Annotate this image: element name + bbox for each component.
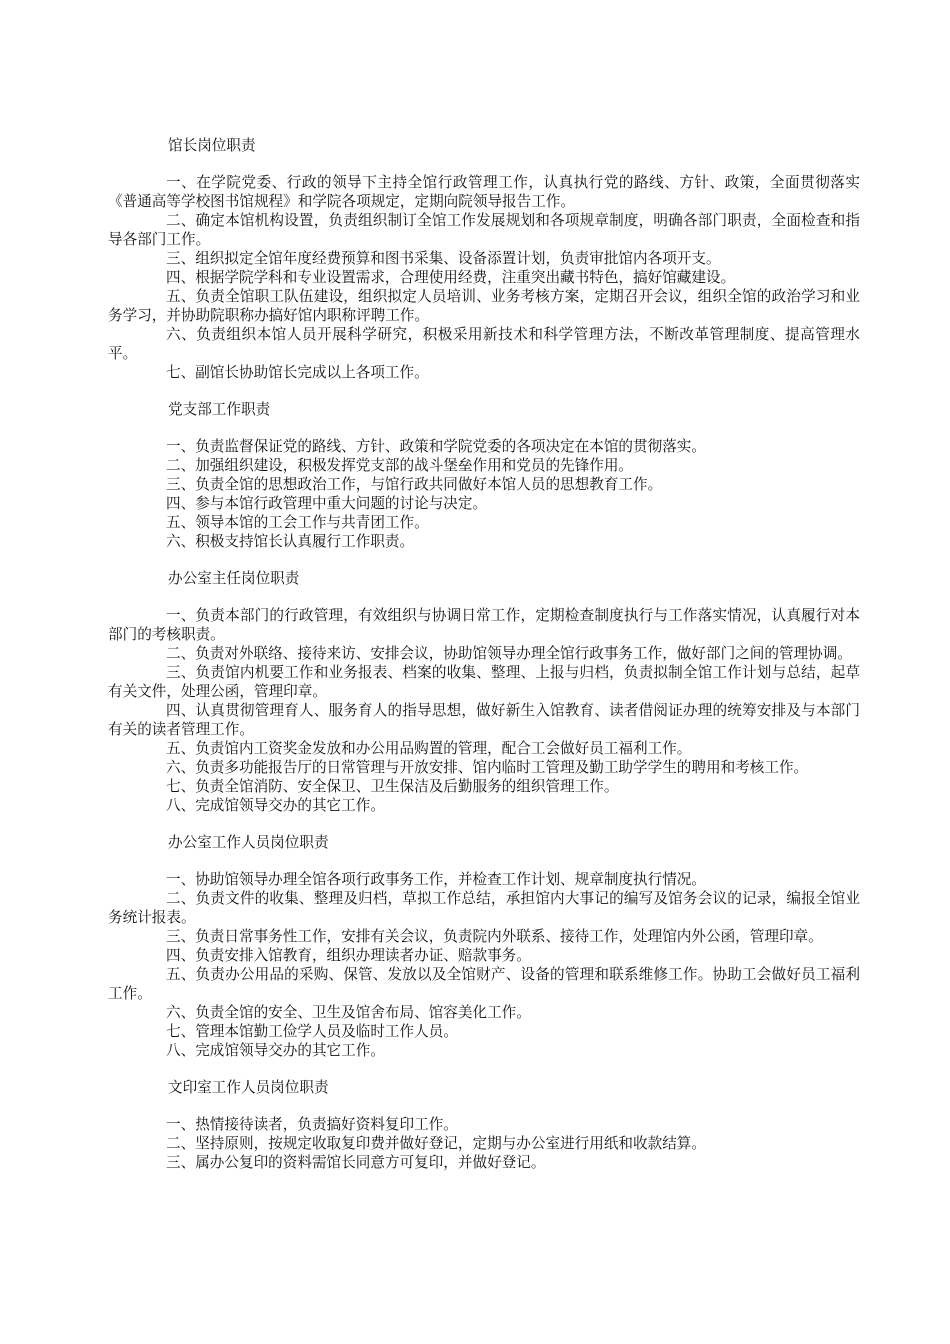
list-item: 一、负责本部门的行政管理，有效组织与协调日常工作，定期检查制度执行与工作落实情况，认真履行对本部门的考核职责。 <box>108 607 860 643</box>
list-item: 四、根据学院学科和专业设置需求，合理使用经费，注重突出藏书特色，搞好馆藏建设。 <box>166 269 736 286</box>
list-item: 四、认真贯彻管理育人、服务育人的指导思想，做好新生入馆教育、读者借阅证办理的统筹安排及与本部门有关的读者管理工作。 <box>108 702 860 738</box>
section-title: 办公室工作人员岗位职责 <box>168 834 329 851</box>
list-item: 七、负责全馆消防、安全保卫、卫生保洁及后勤服务的组织管理工作。 <box>166 778 619 795</box>
section-title: 党支部工作职责 <box>168 401 271 418</box>
list-item: 五、负责全馆职工队伍建设，组织拟定人员培训、业务考核方案，定期召开会议，组织全馆的政治学习和业务学习，并协助院职称办搞好馆内职称评聘工作。 <box>108 288 860 324</box>
list-item: 八、完成馆领导交办的其它工作。 <box>166 797 385 814</box>
list-item: 三、属办公复印的资料需馆长同意方可复印，并做好登记。 <box>166 1154 546 1171</box>
list-item: 六、负责全馆的安全、卫生及馆舍布局、馆容美化工作。 <box>166 1004 531 1021</box>
section-title: 文印室工作人员岗位职责 <box>168 1079 329 1096</box>
list-item: 一、在学院党委、行政的领导下主持全馆行政管理工作，认真执行党的路线、方针、政策，全面贯彻落实《普通高等学校图书馆规程》和学院各项规定，定期向院领导报告工作。 <box>108 174 860 210</box>
list-item: 六、负责多功能报告厅的日常管理与开放安排、馆内临时工管理及勤工助学学生的聘用和考核工作。 <box>166 759 809 776</box>
list-item: 三、负责日常事务性工作，安排有关会议，负责院内外联系、接待工作，处理馆内外公函，管理印章。 <box>166 928 823 945</box>
list-item: 二、加强组织建设，积极发挥党支部的战斗堡垒作用和党员的先锋作用。 <box>166 457 634 474</box>
list-item: 七、副馆长协助馆长完成以上各项工作。 <box>166 364 429 381</box>
section-director <box>108 136 860 382</box>
list-item: 一、负责监督保证党的路线、方针、政策和学院党委的各项决定在本馆的贯彻落实。 <box>166 438 706 455</box>
list-item: 二、负责对外联络、接待来访、安排会议，协助馆领导办理全馆行政事务工作，做好部门之间的管理协调。 <box>166 645 852 662</box>
list-item: 二、负责文件的收集、整理及归档，草拟工作总结，承担馆内大事记的编写及馆务会议的记录，编报全馆业务统计报表。 <box>108 890 860 926</box>
list-item: 四、负责安排入馆教育，组织办理读者办证、赔款事务。 <box>166 947 531 964</box>
list-item: 一、协助馆领导办理全馆各项行政事务工作，并检查工作计划、规章制度执行情况。 <box>166 871 706 888</box>
section-office-director <box>108 569 860 815</box>
list-item: 二、确定本馆机构设置，负责组织制订全馆工作发展规划和各项规章制度，明确各部门职责，全面检查和指导各部门工作。 <box>108 212 860 248</box>
list-item: 一、热情接待读者，负责搞好资料复印工作。 <box>166 1116 458 1133</box>
list-item: 五、负责馆内工资奖金发放和办公用品购置的管理，配合工会做好员工福利工作。 <box>166 740 692 757</box>
list-item: 三、负责全馆的思想政治工作，与馆行政共同做好本馆人员的思想教育工作。 <box>166 476 663 493</box>
list-item: 八、完成馆领导交办的其它工作。 <box>166 1042 385 1059</box>
section-title: 办公室主任岗位职责 <box>168 570 300 587</box>
section-title: 馆长岗位职责 <box>168 137 256 154</box>
section-party-branch <box>108 400 860 551</box>
section-office-staff <box>108 833 860 1060</box>
list-item: 五、负责办公用品的采购、保管、发放以及全馆财产、设备的管理和联系维修工作。协助工会做好员工福利工作。 <box>108 966 860 1002</box>
list-item: 三、负责馆内机要工作和业务报表、档案的收集、整理、上报与归档，负责拟制全馆工作计划与总结，起草有关文件，处理公函，管理印章。 <box>108 664 860 700</box>
list-item: 二、坚持原则，按规定收取复印费并做好登记，定期与办公室进行用纸和收款结算。 <box>166 1135 706 1152</box>
section-print-room <box>108 1078 860 1172</box>
list-item: 六、积极支持馆长认真履行工作职责。 <box>166 533 415 550</box>
list-item: 五、领导本馆的工会工作与共青团工作。 <box>166 514 429 531</box>
list-item: 三、组织拟定全馆年度经费预算和图书采集、设备添置计划，负责审批馆内各项开支。 <box>166 250 721 267</box>
list-item: 六、负责组织本馆人员开展科学研究，积极采用新技术和科学管理方法，不断改革管理制度、提高管理水平。 <box>108 326 860 362</box>
list-item: 四、参与本馆行政管理中重大问题的讨论与决定。 <box>166 495 488 512</box>
list-item: 七、管理本馆勤工俭学人员及临时工作人员。 <box>166 1023 458 1040</box>
document-page <box>108 136 860 1172</box>
